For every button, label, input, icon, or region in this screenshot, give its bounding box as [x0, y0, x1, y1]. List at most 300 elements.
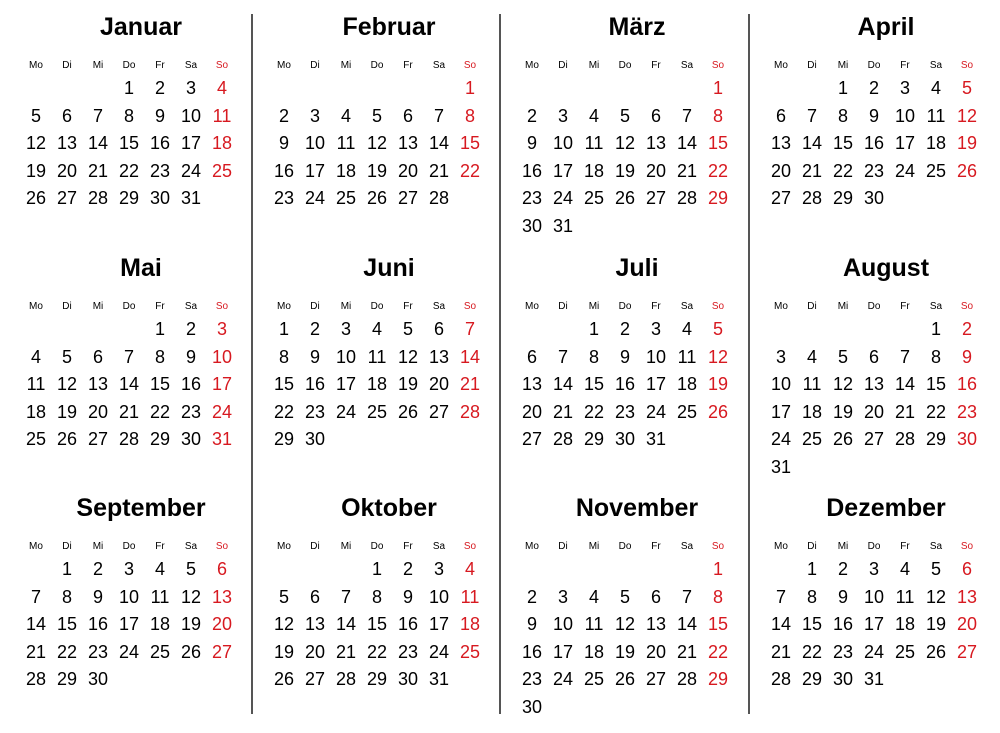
- sunday-day-cell: 27: [211, 641, 233, 662]
- day-cell: 27: [397, 188, 419, 208]
- day-cell: 23: [521, 188, 543, 208]
- weekday-header: So: [960, 301, 974, 312]
- sunday-day-cell: 18: [459, 614, 481, 634]
- sunday-day-cell: 21: [459, 374, 481, 394]
- weekday-header: Mi: [340, 60, 352, 71]
- day-cell: 26: [56, 429, 78, 449]
- day-cell: 16: [521, 641, 543, 662]
- weekday-header: So: [215, 60, 229, 71]
- day-cell: 8: [806, 586, 817, 607]
- day-cell: 10: [894, 105, 916, 126]
- day-cell: 25: [335, 188, 357, 208]
- day-cell: 10: [428, 586, 450, 607]
- weekday-header: Do: [618, 301, 632, 312]
- day-cell: 19: [397, 374, 419, 394]
- day-cell: 30: [180, 429, 202, 449]
- day-cell: 30: [304, 429, 326, 449]
- sunday-day-cell: 29: [707, 188, 729, 208]
- day-cell: 8: [278, 346, 289, 367]
- weekday-header: Do: [370, 60, 384, 71]
- weekday-header: Di: [310, 60, 320, 71]
- day-cell: 7: [775, 586, 786, 607]
- day-cell: 3: [775, 346, 786, 367]
- day-cell: 31: [552, 215, 574, 236]
- day-cell: 5: [619, 586, 630, 607]
- day-cell: 5: [930, 559, 941, 579]
- day-cell: 26: [614, 188, 636, 208]
- day-cell: 24: [428, 641, 450, 662]
- sunday-day-cell: 8: [712, 586, 723, 607]
- day-cell: 27: [770, 188, 792, 208]
- weekday-header: Sa: [929, 541, 943, 552]
- sunday-day-cell: 22: [459, 160, 481, 181]
- weekday-header: Do: [122, 60, 136, 71]
- day-cell: 18: [676, 374, 698, 394]
- day-cell: 29: [832, 188, 854, 208]
- day-cell: 19: [180, 614, 202, 634]
- weekday-header: Mo: [774, 60, 788, 71]
- day-cell: 21: [676, 641, 698, 662]
- day-cell: 3: [185, 78, 196, 98]
- day-cell: 22: [56, 641, 78, 662]
- day-cell: 20: [56, 160, 78, 181]
- day-cell: 1: [837, 78, 848, 98]
- sunday-day-cell: 9: [961, 346, 972, 367]
- day-cell: 31: [863, 669, 885, 689]
- month-block: [766, 253, 1000, 493]
- month-title: Mai: [120, 254, 162, 282]
- day-cell: 6: [402, 105, 413, 126]
- day-cell: 2: [92, 559, 103, 579]
- day-cell: 30: [832, 669, 854, 689]
- weekday-header: Sa: [929, 301, 943, 312]
- day-cell: 19: [273, 641, 295, 662]
- day-cell: 21: [87, 160, 109, 181]
- sunday-day-cell: 4: [464, 559, 475, 579]
- day-cell: 21: [428, 160, 450, 181]
- weekday-header: Mo: [277, 301, 291, 312]
- day-cell: 12: [614, 133, 636, 153]
- day-cell: 9: [526, 614, 537, 634]
- weekday-header: Fr: [403, 301, 413, 312]
- day-cell: 17: [552, 641, 574, 662]
- day-cell: 30: [149, 188, 171, 208]
- day-cell: 25: [366, 401, 388, 422]
- month-block: [269, 493, 509, 733]
- day-cell: 12: [832, 374, 854, 394]
- weekday-header: Mi: [588, 541, 600, 552]
- day-cell: 24: [552, 669, 574, 689]
- weekday-header: So: [711, 541, 725, 552]
- day-cell: 24: [304, 188, 326, 208]
- day-cell: 2: [837, 559, 848, 579]
- day-cell: 10: [180, 105, 202, 126]
- day-cell: 14: [676, 614, 698, 634]
- day-cell: 18: [149, 614, 171, 634]
- weekday-header: Sa: [184, 60, 198, 71]
- day-cell: 25: [925, 160, 947, 181]
- day-cell: 3: [309, 105, 320, 126]
- day-cell: 9: [154, 105, 165, 126]
- day-cell: 6: [309, 586, 320, 607]
- weekday-header: Fr: [403, 541, 413, 552]
- day-cell: 23: [614, 401, 636, 422]
- day-cell: 25: [149, 641, 171, 662]
- day-cell: 17: [428, 614, 450, 634]
- day-cell: 14: [428, 133, 450, 153]
- day-cell: 9: [837, 586, 848, 607]
- day-cell: 20: [645, 160, 667, 181]
- day-cell: 26: [925, 641, 947, 662]
- day-cell: 16: [304, 374, 326, 394]
- weekday-header: Di: [62, 60, 72, 71]
- weekday-header: Mo: [29, 301, 43, 312]
- month-title: Oktober: [341, 494, 437, 522]
- weekday-header: Di: [310, 541, 320, 552]
- month-title: November: [575, 494, 699, 522]
- month-block: [21, 493, 261, 733]
- weekday-header: Mo: [774, 541, 788, 552]
- day-cell: 2: [154, 78, 165, 98]
- weekday-header: Mi: [92, 60, 104, 71]
- sunday-day-cell: 29: [707, 669, 729, 689]
- month-block: [766, 493, 1000, 733]
- day-cell: 24: [118, 641, 140, 662]
- month-block: [517, 493, 757, 733]
- day-cell: 3: [650, 319, 661, 339]
- day-cell: 8: [371, 586, 382, 607]
- day-cell: 7: [30, 586, 41, 607]
- sunday-day-cell: 1: [712, 559, 723, 579]
- weekday-header: Mo: [29, 60, 43, 71]
- day-cell: 13: [770, 133, 792, 153]
- weekday-header: So: [960, 60, 974, 71]
- day-cell: 2: [868, 78, 879, 98]
- day-cell: 30: [521, 696, 543, 717]
- day-cell: 8: [588, 346, 599, 367]
- weekday-header: Di: [558, 541, 568, 552]
- weekday-header: Sa: [184, 541, 198, 552]
- day-cell: 6: [61, 105, 72, 126]
- day-cell: 13: [521, 374, 543, 394]
- day-cell: 24: [180, 160, 202, 181]
- weekday-header: Mo: [277, 60, 291, 71]
- day-cell: 27: [521, 429, 543, 449]
- day-cell: 31: [770, 456, 792, 477]
- day-cell: 21: [894, 401, 916, 422]
- day-cell: 9: [526, 133, 537, 153]
- month-title: März: [608, 13, 666, 41]
- day-cell: 13: [304, 614, 326, 634]
- day-cell: 21: [770, 641, 792, 662]
- sunday-day-cell: 13: [211, 586, 233, 607]
- day-cell: 14: [335, 614, 357, 634]
- sunday-day-cell: 13: [956, 586, 978, 607]
- day-cell: 28: [676, 669, 698, 689]
- day-cell: 19: [832, 401, 854, 422]
- day-cell: 17: [645, 374, 667, 394]
- sunday-day-cell: 6: [216, 559, 227, 579]
- day-cell: 5: [61, 346, 72, 367]
- day-cell: 26: [180, 641, 202, 662]
- sunday-day-cell: 11: [212, 105, 232, 126]
- day-cell: 28: [676, 188, 698, 208]
- day-cell: 18: [925, 133, 947, 153]
- weekday-header: Fr: [155, 60, 165, 71]
- day-cell: 10: [863, 586, 885, 607]
- day-cell: 11: [584, 133, 604, 153]
- weekday-header: Di: [310, 301, 320, 312]
- day-cell: 27: [645, 188, 667, 208]
- weekday-header: So: [215, 301, 229, 312]
- weekday-header: Fr: [155, 541, 165, 552]
- day-cell: 6: [775, 105, 786, 126]
- day-cell: 24: [645, 401, 667, 422]
- month-title: Dezember: [826, 494, 946, 522]
- day-cell: 29: [118, 188, 140, 208]
- day-cell: 15: [56, 614, 78, 634]
- sunday-day-cell: 22: [707, 641, 729, 662]
- day-cell: 18: [366, 374, 388, 394]
- day-cell: 18: [583, 641, 605, 662]
- weekday-header: Mo: [525, 60, 539, 71]
- day-cell: 20: [645, 641, 667, 662]
- day-cell: 10: [118, 586, 140, 607]
- sunday-day-cell: 12: [707, 346, 729, 367]
- month-block: [269, 253, 509, 493]
- sunday-day-cell: 8: [712, 105, 723, 126]
- day-cell: 30: [397, 669, 419, 689]
- day-cell: 21: [25, 641, 47, 662]
- month-title: Februar: [342, 13, 436, 41]
- weekday-header: Di: [558, 301, 568, 312]
- day-cell: 1: [61, 559, 72, 579]
- day-cell: 24: [863, 641, 885, 662]
- sunday-day-cell: 26: [707, 401, 729, 422]
- sunday-day-cell: 24: [211, 401, 233, 422]
- day-cell: 11: [150, 586, 170, 607]
- day-cell: 16: [273, 160, 295, 181]
- day-cell: 7: [681, 105, 692, 126]
- day-cell: 4: [588, 586, 599, 607]
- day-cell: 23: [180, 401, 202, 422]
- day-cell: 2: [619, 319, 630, 339]
- day-cell: 7: [681, 586, 692, 607]
- day-cell: 27: [56, 188, 78, 208]
- day-cell: 9: [92, 586, 103, 607]
- day-cell: 4: [806, 346, 817, 367]
- day-cell: 24: [770, 429, 792, 449]
- day-cell: 1: [588, 319, 599, 339]
- weekday-header: Fr: [900, 541, 910, 552]
- day-cell: 9: [185, 346, 196, 367]
- day-cell: 15: [832, 133, 854, 153]
- day-cell: 6: [868, 346, 879, 367]
- weekday-header: Mo: [525, 301, 539, 312]
- day-cell: 29: [149, 429, 171, 449]
- day-cell: 21: [801, 160, 823, 181]
- sunday-day-cell: 22: [707, 160, 729, 181]
- day-cell: 17: [894, 133, 916, 153]
- day-cell: 29: [925, 429, 947, 449]
- day-cell: 12: [25, 133, 47, 153]
- day-cell: 10: [304, 133, 326, 153]
- day-cell: 22: [832, 160, 854, 181]
- day-cell: 25: [583, 188, 605, 208]
- day-cell: 2: [185, 319, 196, 339]
- sunday-day-cell: 28: [459, 401, 481, 422]
- day-cell: 8: [930, 346, 941, 367]
- day-cell: 28: [428, 188, 450, 208]
- month-title: Juli: [615, 254, 659, 282]
- day-cell: 31: [428, 669, 450, 689]
- weekday-header: Do: [370, 541, 384, 552]
- day-cell: 27: [304, 669, 326, 689]
- day-cell: 30: [87, 669, 109, 689]
- day-cell: 31: [180, 188, 202, 208]
- weekday-header: Sa: [680, 60, 694, 71]
- day-cell: 15: [801, 614, 823, 634]
- day-cell: 29: [56, 669, 78, 689]
- day-cell: 20: [770, 160, 792, 181]
- day-cell: 9: [309, 346, 320, 367]
- day-cell: 28: [894, 429, 916, 449]
- day-cell: 6: [433, 319, 444, 339]
- day-cell: 12: [925, 586, 947, 607]
- weekday-header: Fr: [900, 60, 910, 71]
- day-cell: 4: [899, 559, 910, 579]
- day-cell: 25: [801, 429, 823, 449]
- sunday-day-cell: 6: [961, 559, 972, 579]
- day-cell: 21: [676, 160, 698, 181]
- weekday-header: Mo: [774, 301, 788, 312]
- weekday-header: Di: [807, 60, 817, 71]
- weekday-header: Do: [122, 301, 136, 312]
- day-cell: 29: [801, 669, 823, 689]
- day-cell: 10: [552, 614, 574, 634]
- day-cell: 22: [118, 160, 140, 181]
- day-cell: 11: [677, 346, 697, 367]
- day-cell: 3: [899, 78, 910, 98]
- day-cell: 23: [149, 160, 171, 181]
- weekday-header: Fr: [900, 301, 910, 312]
- weekday-header: Fr: [651, 60, 661, 71]
- day-cell: 8: [123, 105, 134, 126]
- day-cell: 11: [802, 374, 822, 394]
- day-cell: 16: [521, 160, 543, 181]
- day-cell: 26: [614, 669, 636, 689]
- sunday-day-cell: 20: [211, 614, 233, 634]
- weekday-header: Do: [618, 60, 632, 71]
- day-cell: 1: [278, 319, 289, 339]
- day-cell: 30: [614, 429, 636, 449]
- sunday-day-cell: 25: [211, 160, 233, 181]
- day-cell: 17: [863, 614, 885, 634]
- day-cell: 24: [552, 188, 574, 208]
- day-cell: 14: [552, 374, 574, 394]
- sunday-day-cell: 25: [459, 641, 481, 662]
- sunday-day-cell: 19: [707, 374, 729, 394]
- day-cell: 14: [676, 133, 698, 153]
- day-cell: 1: [371, 559, 382, 579]
- weekday-header: So: [960, 541, 974, 552]
- month-block: [517, 12, 757, 252]
- day-cell: 30: [863, 188, 885, 208]
- sunday-day-cell: 15: [459, 133, 481, 153]
- day-cell: 23: [273, 188, 295, 208]
- day-cell: 11: [895, 586, 915, 607]
- day-cell: 22: [925, 401, 947, 422]
- day-cell: 2: [309, 319, 320, 339]
- day-cell: 22: [149, 401, 171, 422]
- day-cell: 23: [832, 641, 854, 662]
- day-cell: 14: [801, 133, 823, 153]
- day-cell: 10: [335, 346, 357, 367]
- day-cell: 6: [526, 346, 537, 367]
- weekday-header: Sa: [432, 301, 446, 312]
- month-title: Juni: [363, 254, 415, 282]
- day-cell: 13: [428, 346, 450, 367]
- sunday-day-cell: 1: [464, 78, 475, 98]
- day-cell: 4: [340, 105, 351, 126]
- day-cell: 17: [552, 160, 574, 181]
- day-cell: 2: [526, 105, 537, 126]
- day-cell: 14: [894, 374, 916, 394]
- sunday-day-cell: 17: [211, 374, 233, 394]
- day-cell: 5: [837, 346, 848, 367]
- day-cell: 21: [118, 401, 140, 422]
- day-cell: 20: [428, 374, 450, 394]
- month-title: Januar: [100, 13, 182, 41]
- day-cell: 15: [925, 374, 947, 394]
- day-cell: 7: [806, 105, 817, 126]
- day-cell: 28: [335, 669, 357, 689]
- day-cell: 25: [583, 669, 605, 689]
- day-cell: 23: [521, 669, 543, 689]
- day-cell: 7: [557, 346, 568, 367]
- sunday-day-cell: 23: [956, 401, 978, 422]
- day-cell: 22: [583, 401, 605, 422]
- day-cell: 28: [770, 669, 792, 689]
- day-cell: 4: [681, 319, 692, 339]
- day-cell: 3: [557, 105, 568, 126]
- weekday-header: Do: [618, 541, 632, 552]
- day-cell: 5: [619, 105, 630, 126]
- sunday-day-cell: 10: [211, 346, 233, 367]
- day-cell: 12: [614, 614, 636, 634]
- day-cell: 19: [925, 614, 947, 634]
- day-cell: 26: [397, 401, 419, 422]
- sunday-day-cell: 27: [956, 641, 978, 662]
- day-cell: 12: [180, 586, 202, 607]
- day-cell: 20: [863, 401, 885, 422]
- day-cell: 10: [770, 374, 792, 394]
- sunday-day-cell: 11: [460, 586, 480, 607]
- month-block: [21, 12, 261, 252]
- day-cell: 23: [304, 401, 326, 422]
- day-cell: 2: [526, 586, 537, 607]
- day-cell: 20: [87, 401, 109, 422]
- day-cell: 6: [92, 346, 103, 367]
- day-cell: 29: [366, 669, 388, 689]
- day-cell: 15: [583, 374, 605, 394]
- day-cell: 17: [335, 374, 357, 394]
- day-cell: 4: [154, 559, 165, 579]
- day-cell: 3: [868, 559, 879, 579]
- day-cell: 15: [118, 133, 140, 153]
- weekday-header: Mi: [837, 60, 849, 71]
- day-cell: 8: [154, 346, 165, 367]
